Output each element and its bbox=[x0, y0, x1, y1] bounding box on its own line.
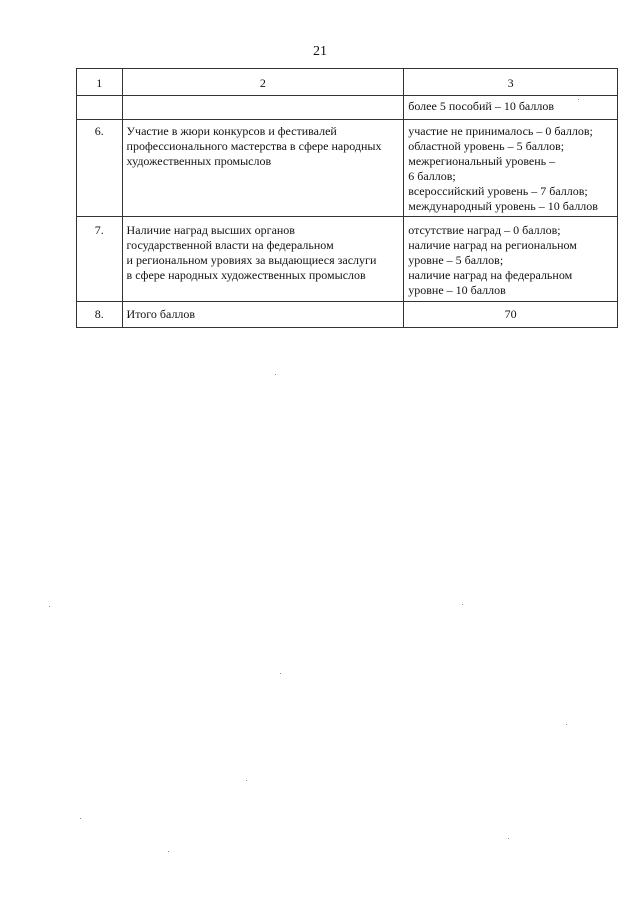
scan-speck bbox=[168, 851, 169, 852]
scan-speck bbox=[80, 818, 81, 819]
scan-speck bbox=[246, 780, 247, 781]
scores-cell bbox=[404, 217, 618, 302]
score-line: участие не принималось – 0 баллов; bbox=[408, 124, 593, 138]
criterion-line: Наличие наград высших органов bbox=[126, 223, 295, 237]
score-line: уровне – 10 баллов bbox=[408, 283, 506, 297]
scan-speck bbox=[566, 724, 567, 725]
table-row bbox=[77, 96, 618, 120]
criterion-line: Итого баллов bbox=[126, 307, 196, 321]
score-line: международный уровень – 10 баллов bbox=[408, 199, 598, 213]
scan-speck bbox=[508, 838, 509, 839]
criterion-cell bbox=[122, 217, 404, 302]
scores-cell bbox=[404, 96, 618, 120]
row-number: 6. bbox=[77, 120, 123, 217]
table-header-row bbox=[77, 69, 618, 96]
score-line: наличие наград на региональном bbox=[408, 238, 577, 252]
total-score: 70 bbox=[504, 307, 517, 321]
scan-speck bbox=[49, 606, 50, 607]
criterion-cell bbox=[122, 302, 404, 328]
scan-speck bbox=[275, 374, 276, 375]
table-row bbox=[77, 120, 618, 217]
criterion-line: профессионального мастерства в сфере народных bbox=[126, 139, 382, 153]
column-header-1: 1 bbox=[77, 69, 123, 96]
score-line: областной уровень – 5 баллов; bbox=[408, 139, 565, 153]
criterion-cell bbox=[122, 120, 404, 217]
scan-speck bbox=[578, 99, 579, 100]
criterion-cell bbox=[122, 96, 404, 120]
scores-cell bbox=[404, 120, 618, 217]
table-row bbox=[77, 217, 618, 302]
column-header-3: 3 bbox=[404, 69, 618, 96]
score-line: более 5 пособий – 10 баллов bbox=[408, 99, 554, 113]
page-number: 21 bbox=[313, 44, 327, 59]
score-line: 6 баллов; bbox=[408, 169, 456, 183]
criterion-line: государственной власти на федеральном bbox=[126, 238, 334, 252]
score-line: отсутствие наград – 0 баллов; bbox=[408, 223, 561, 237]
row-number bbox=[77, 96, 123, 120]
total-score-cell bbox=[404, 302, 618, 328]
criterion-line: и региональном уровиях за выдающиеся заслуги bbox=[126, 253, 377, 267]
table-row bbox=[77, 302, 618, 328]
row-number: 7. bbox=[77, 217, 123, 302]
row-number: 8. bbox=[77, 302, 123, 328]
criterion-line: Участие в жюри конкурсов и фестивалей bbox=[126, 124, 337, 138]
criterion-line: художественных промыслов bbox=[126, 154, 272, 168]
column-header-2: 2 bbox=[122, 69, 404, 96]
scan-speck bbox=[280, 673, 281, 674]
scan-speck bbox=[462, 604, 463, 605]
scoring-table bbox=[76, 68, 618, 328]
score-line: наличие наград на федеральном bbox=[408, 268, 573, 282]
criterion-line: в сфере народных художественных промыслов bbox=[126, 268, 366, 282]
score-line: межрегиональный уровень – bbox=[408, 154, 556, 168]
score-line: всероссийский уровень – 7 баллов; bbox=[408, 184, 588, 198]
score-line: уровне – 5 баллов; bbox=[408, 253, 504, 267]
